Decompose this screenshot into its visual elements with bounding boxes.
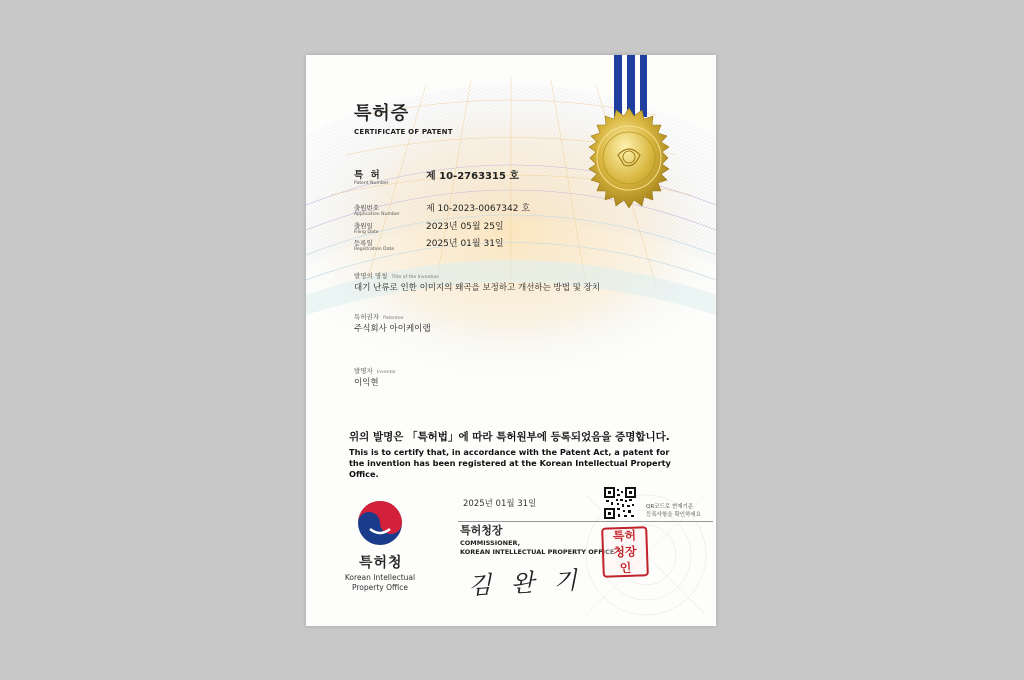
registration-date-value: 2025년 01월 31일: [426, 239, 504, 249]
filing-date-value: 2023년 05월 25일: [426, 222, 504, 232]
commissioner-title-en: COMMISSIONER, KOREAN INTELLECTUAL PROPERTY OFFICE: [460, 539, 615, 556]
certification-statement-en: This is to certify that, in accordance with the Patent Act, a patent for the invention has been registered at the Korean Intellectual Property Office.: [349, 447, 671, 479]
inventor-label: 발명자 Inventor: [354, 367, 397, 375]
invention-title-label: 발명의 명칭 Title of the Invention: [354, 272, 440, 280]
patent-number-value: 제 10-2763315 호: [426, 171, 520, 182]
qr-note: QR코드로 현재기준 등록사항을 확인하세요: [646, 504, 701, 518]
qr-code-icon: [604, 487, 636, 519]
gold-seal-icon: [578, 107, 680, 209]
commissioner-title-ko: 특허청장: [460, 524, 503, 537]
patentee-label: 특허권자 Patentee: [354, 313, 404, 321]
kipo-name-en: Korean Intellectual Property Office: [344, 573, 416, 592]
patent-number-label: 특 허 Patent Number: [354, 170, 389, 186]
certificate-title-ko: 특허증: [354, 103, 410, 124]
red-official-seal-icon: 특허청장인: [601, 526, 649, 578]
taegeuk-logo-icon: [356, 499, 404, 547]
invention-title-value: 대기 난류로 인한 이미지의 왜곡을 보정하고 개선하는 방법 및 장치: [354, 283, 601, 293]
patentee-value: 주식회사 아이케이랩: [354, 324, 431, 334]
registration-date-label: 등록일 Registration Date: [354, 239, 395, 252]
application-number-value: 제 10-2023-0067342 호: [426, 204, 531, 214]
kipo-name-ko: 특허청: [359, 555, 403, 571]
certification-statement-ko: 위의 발명은 「특허법」에 따라 특허원부에 등록되었음을 증명합니다.: [349, 431, 670, 443]
issue-date: 2025년 01월 31일: [463, 499, 537, 509]
patent-certificate: [306, 55, 716, 626]
application-number-label: 출원번호 Application Number: [354, 204, 400, 217]
certificate-title-en: CERTIFICATE OF PATENT: [354, 128, 453, 136]
inventor-value: 이익현: [354, 378, 379, 388]
filing-date-label: 출원일 Filing Date: [354, 222, 379, 235]
commissioner-signature: 김 완 기: [467, 566, 584, 600]
